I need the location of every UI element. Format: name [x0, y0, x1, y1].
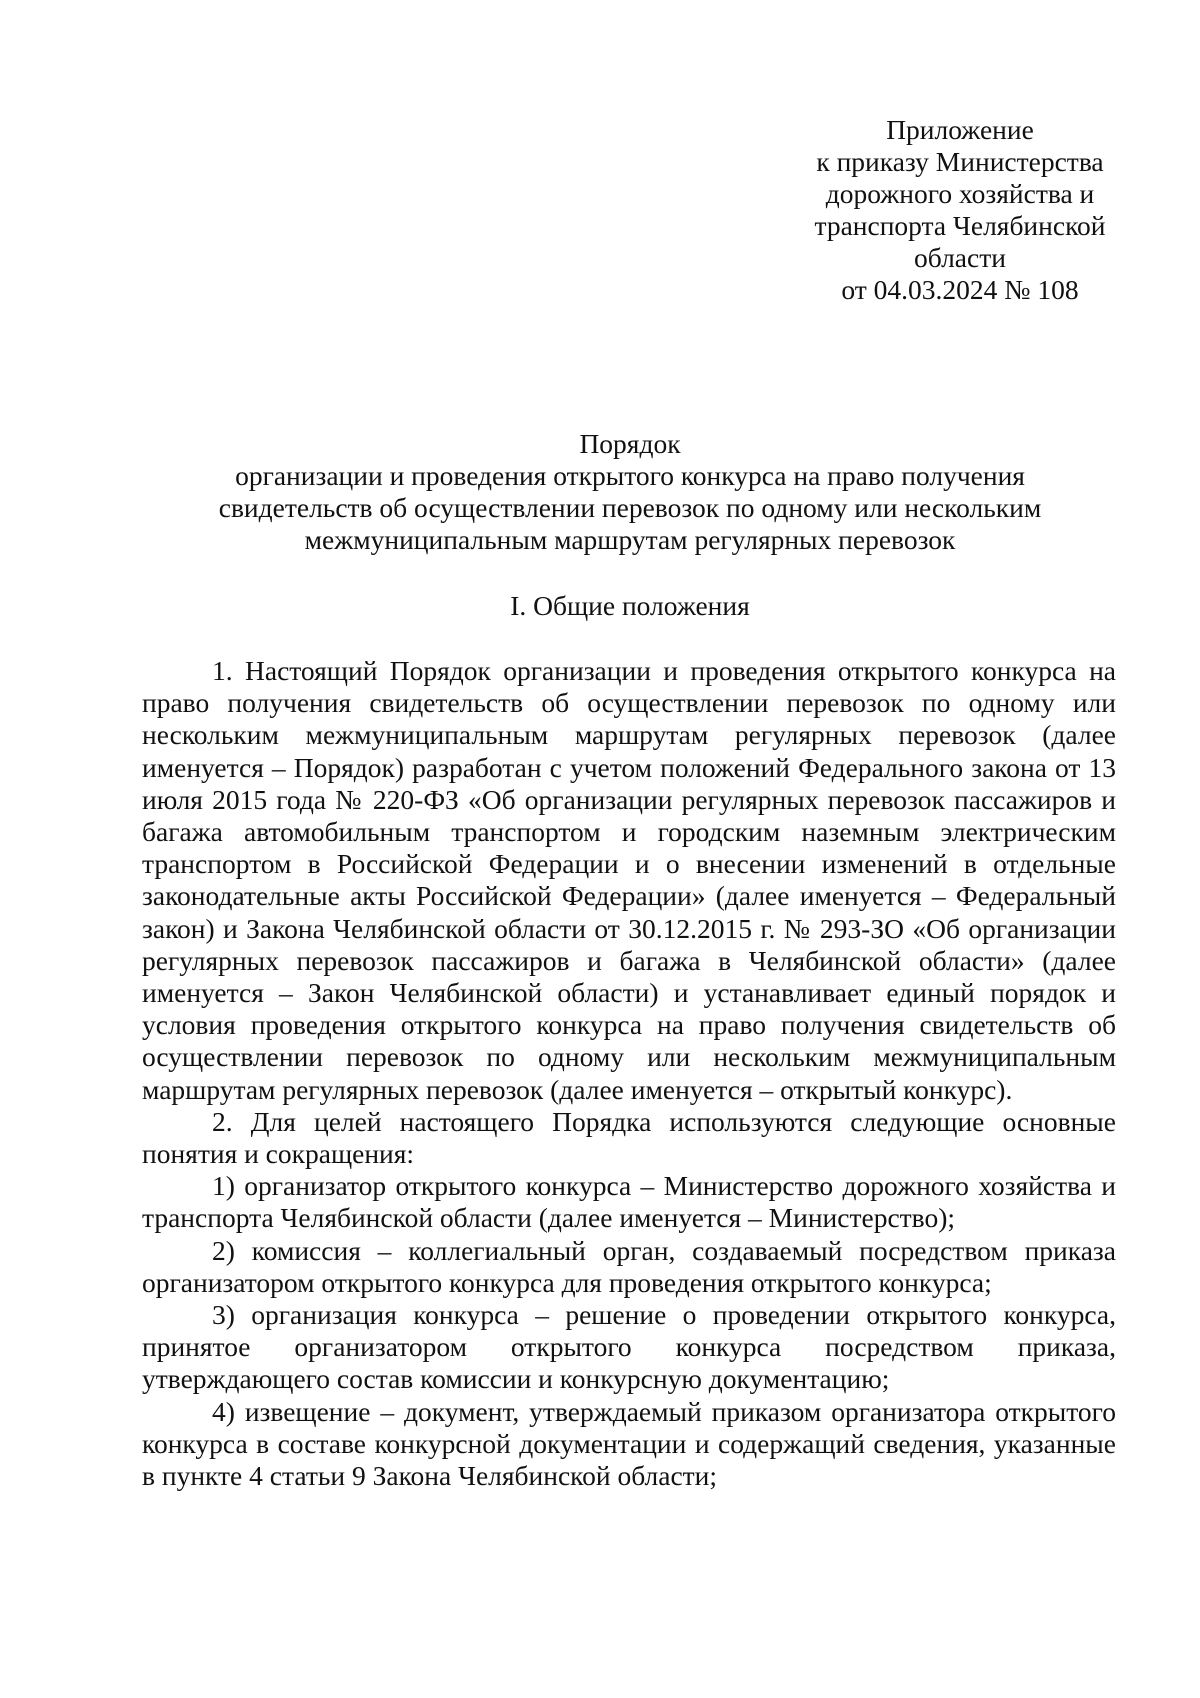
paragraph: 4) извещение – документ, утверждаемый приказом организатора открытого конкурса в составе конкурсной документации и содержащий сведения, указанные в пункте 4 статьи 9 Закона Челябинской области;: [142, 1395, 1116, 1492]
title-line: организации и проведения открытого конкурса на право получения: [235, 460, 1025, 491]
paragraph: 2) комиссия – коллегиальный орган, создаваемый посредством приказа организатором открытого конкурса для проведения открытого конкурса;: [142, 1234, 1116, 1298]
document-title: [140, 428, 1120, 556]
document-body: [142, 655, 1116, 1492]
title-line: свидетельств об осуществлении перевозок по одному или нескольким: [218, 492, 1042, 523]
appendix-block: [760, 114, 1160, 306]
appendix-line: к приказу Министерства: [816, 146, 1104, 177]
title-line: Порядок: [579, 428, 681, 459]
paragraph: 1) организатор открытого конкурса – Министерство дорожного хозяйства и транспорта Челябинской области (далее именуется – Министерство);: [142, 1170, 1116, 1234]
section-heading: I. Общие положения: [510, 590, 750, 621]
appendix-line: транспорта Челябинской: [814, 210, 1106, 241]
appendix-line: области: [914, 242, 1006, 273]
appendix-order-date-number: от 04.03.2024 № 108: [841, 274, 1079, 305]
appendix-line: Приложение: [886, 114, 1034, 145]
paragraph: 2. Для целей настоящего Порядка используются следующие основные понятия и сокращения:: [142, 1105, 1116, 1170]
title-line: межмуниципальным маршрутам регулярных перевозок: [304, 524, 956, 555]
appendix-line: дорожного хозяйства и: [825, 178, 1095, 209]
paragraph: 3) организация конкурса – решение о проведении открытого конкурса, принятое организатором открытого конкурса посредством приказа, утверждающего состав комиссии и конкурсную документацию;: [142, 1299, 1116, 1395]
paragraph: 1. Настоящий Порядок организации и проведения открытого конкурса на право получения свидетельств об осуществлении перевозок по одному или нескольким межмуниципальным маршрутам регулярных перевозок (далее именуется – Порядок) разработан с учетом положений Федерального закона от 13 июля 2015 года № 220-ФЗ «Об организации регулярных перевозок пассажиров и багажа автомобильным транспортом и городским наземным электрическим транспортом в Российской Федерации и о внесении изменений в отдельные законодательные акты Российской Федерации» (далее именуется – Федеральный закон) и Закона Челябинской области от 30.12.2015 г. № 293-ЗО «Об организации регулярных перевозок пассажиров и багажа в Челябинской области» (далее именуется – Закон Челябинской области) и устанавливает единый порядок и условия проведения открытого конкурса на право получения свидетельств об осуществлении перевозок по одному или нескольким межмуниципальным маршрутам регулярных перевозок (далее именуется – открытый конкурс).: [142, 655, 1116, 1105]
